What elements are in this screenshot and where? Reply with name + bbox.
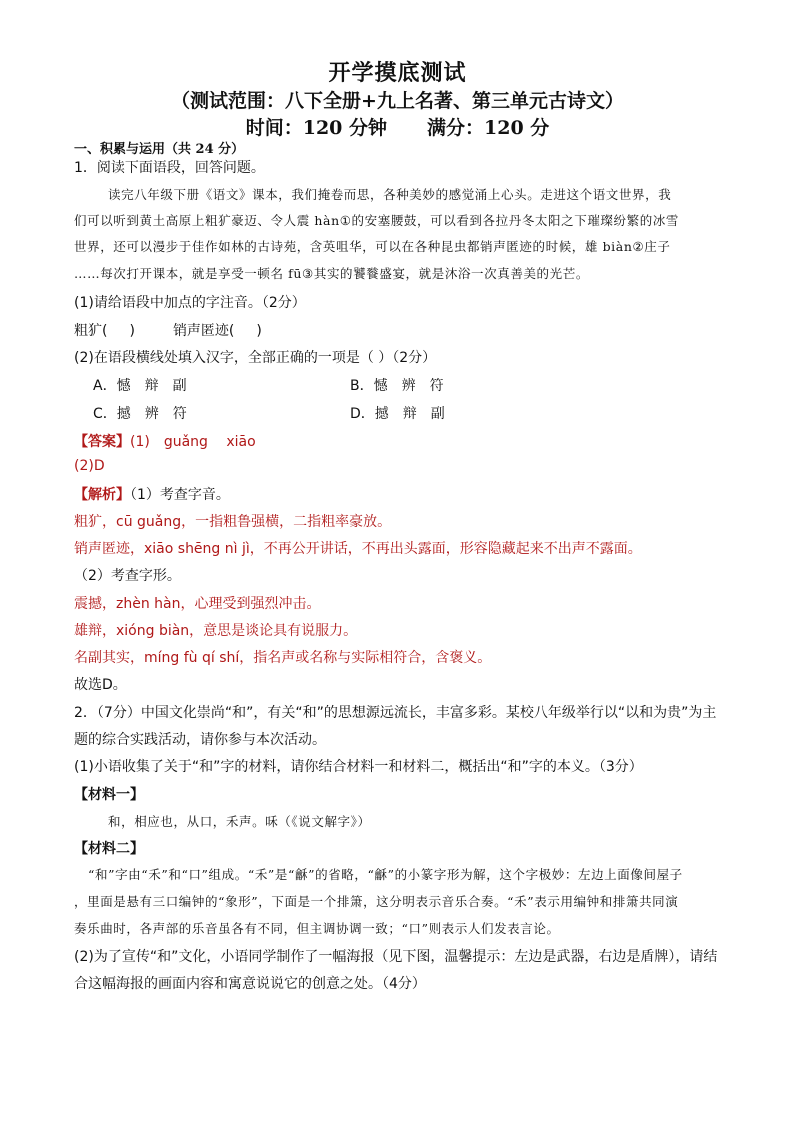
- q1-sub2: (2)在语段横线处填入汉字，全部正确的一项是（ ）（2分）: [74, 350, 437, 366]
- analysis-line: 名副其实，míng fù qí shí，指名声或名称与实际相符合，含褒义。: [74, 650, 492, 666]
- analysis-line: 震撼，zhèn hàn，心理受到强烈冲击。: [74, 596, 321, 612]
- blank-label: 粗犷(: [74, 323, 108, 339]
- conclusion: 故选D。: [74, 677, 127, 693]
- time-score-line: [0, 113, 795, 140]
- q1-stem: 1．阅读下面语段，回答问题。: [74, 160, 265, 176]
- answer-text: (1) guǎng xiāo: [130, 434, 256, 450]
- pinyin-blanks: 粗犷( ) 销声匿迹( ): [74, 323, 262, 339]
- analysis-sub-header: （2）考查字形。: [74, 568, 181, 584]
- analysis-header: [74, 484, 230, 504]
- analysis-text: （1）考查字音。: [130, 487, 230, 503]
- analysis-tag: 【解析】: [74, 487, 130, 503]
- material-2-line: ，里面是悬有三口编钟的“象形”，下面是一个排箫，这分明表示音乐合奏。“禾”表示用编钟和排箫共同演: [74, 894, 679, 909]
- material-2-line: “和”字由“禾”和“口”组成。“禾”是“龢”的省略，“龢”的小篆字形为解，这个字极妙：左边上面像间屋子: [88, 867, 683, 882]
- test-scope: （测试范围：八下全册+九上名著、第三单元古诗文）: [171, 90, 624, 112]
- analysis-line: 雄辩，xióng biàn，意思是谈论具有说服力。: [74, 623, 358, 639]
- answer-line-1: [74, 431, 256, 451]
- section-heading: 一、积累与运用（共 24 分）: [74, 142, 245, 157]
- full-score: 满分：120 分: [427, 117, 550, 139]
- passage-line: 读完八年级下册《语文》课本，我们掩卷而思，各种美妙的感觉涌上心头。走进这个语文世界，我: [108, 187, 672, 202]
- q2-stem-cont: 题的综合实践活动，请你参与本次活动。: [74, 732, 326, 748]
- option-b: B．憾 辨 符: [350, 378, 444, 394]
- q2-sub2-cont: 合这幅海报的画面内容和寓意说说它的创意之处。（4分）: [74, 976, 426, 992]
- analysis-line: 销声匿迹，xiāo shēng nì jì，不再公开讲话，不再出头露面，形容隐藏起来不出声不露面。: [74, 541, 642, 557]
- analysis-line: 粗犷，cū guǎng，一指粗鲁强横，二指粗率豪放。: [74, 514, 392, 530]
- answer-tag: 【答案】: [74, 434, 130, 450]
- q1-sub1: (1)请给语段中加点的字注音。（2分）: [74, 295, 306, 311]
- answer-line-2: (2)D: [74, 458, 105, 474]
- material-2-line: 奏乐曲时，各声部的乐音虽各有不同，但主调协调一致；“口”则表示人们发表言论。: [74, 921, 560, 936]
- passage-line: 世界，还可以漫步于佳作如林的古诗苑，含英咀华，可以在各种昆虫都销声匿迹的时候，雄 biàn②庄子: [74, 239, 671, 254]
- q2-sub1: (1)小语收集了关于“和”字的材料，请你结合材料一和材料二，概括出“和”字的本义。（3分）: [74, 759, 643, 775]
- page-title: 开学摸底测试: [328, 60, 467, 86]
- q2-sub2: (2)为了宣传“和”文化，小语同学制作了一幅海报（见下图，温馨提示：左边是武器，右边是盾牌），请结: [74, 949, 718, 965]
- material-1-text: 和，相应也，从口，禾声。咊（《说文解字》）: [108, 814, 371, 829]
- time-limit: 时间：120 分钟: [245, 117, 387, 139]
- passage-line: ……每次打开课本，就是享受一顿名 fū③其实的饕餮盛宴，就是沐浴一次真善美的光芒。: [74, 266, 589, 281]
- option-a: A．憾 辩 副: [93, 378, 187, 394]
- option-d: D．撼 辩 副: [350, 406, 445, 422]
- blank-label: 销声匿迹(: [172, 323, 235, 339]
- material-2-title: 【材料二】: [74, 841, 144, 857]
- material-1-title: 【材料一】: [74, 787, 144, 803]
- option-c: C．撼 辨 符: [93, 406, 187, 422]
- passage-line: 们可以听到黄土高原上粗犷豪迈、令人震 hàn①的安塞腰鼓，可以看到各拉丹冬太阳之下璀璨纷繁的冰雪: [74, 213, 680, 228]
- q2-stem: 2．（7分）中国文化崇尚“和”，有关“和”的思想源远流长，丰富多彩。某校八年级举行以“以和为贵”为主: [74, 705, 717, 721]
